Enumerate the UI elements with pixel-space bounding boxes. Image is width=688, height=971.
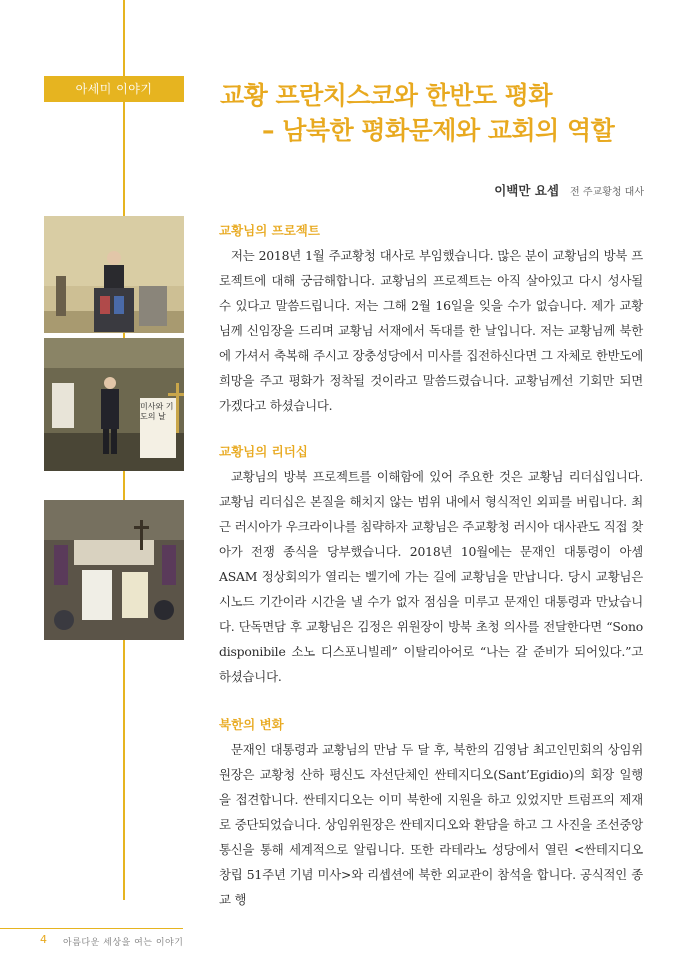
photo-mass (44, 500, 184, 640)
section-paragraph: 교황님의 방북 프로젝트를 이해함에 있어 주요한 것은 교황님 리더십입니다. 교황님 리더십은 본질을 해치지 않는 범위 내에서 형식적인 외피를 버립니다. 최근 러시아가 우크라이나를 침략하자 교황님은 주교황청 러시아 대사관도 직접 찾아가 전쟁 종식을 당부했습니다. 2018년 10월에는 문재인 대통령이 아셈 ASAM 정상회의가 열리는 벨기에 가는 길에 교황님을 만납니다. 당시 교황님은 시노드 기간이라 시간을 낼 수가 없자 점심을 미루고 문재인 대통령과 만났습니다. 단독면담 후 교황님은 김정은 위원장이 방북 초청 의사를 전달한다면 “Sono disponibile 소노 디스포니빌레” 이탈리아어로 “나는 갈 준비가 되어있다.”고 하셨습니다. (219, 469, 643, 684)
section-pope-leadership (219, 442, 643, 689)
section-heading: 북한의 변화 (219, 717, 284, 732)
footer-title: 아름다운 세상을 여는 이야기 (63, 938, 184, 948)
section-badge: 아세미 이야기 (44, 76, 184, 102)
section-paragraph: 저는 2018년 1월 주교황청 대사로 부임했습니다. 많은 분이 교황님의 방북 프로젝트에 대해 궁금해합니다. 교황님의 프로젝트는 아직 살아있고 다시 성사될 수 있다고 말씀드립니다. 저는 그해 2월 16일을 잊을 수가 없습니다. 제가 교황님께 신임장을 드리며 교황님 서재에서 독대를 한 날입니다. 저는 교황님께 북한에 가셔서 축복해 주시고 장충성당에서 미사를 집전하신다면 그 자체로 한반도에 희망을 주고 평화가 정착될 것이라고 말씀드렸습니다. 교황님께선 기회만 되면 가겠다고 하셨습니다. (219, 248, 643, 413)
section-heading: 교황님의 리더십 (219, 444, 308, 459)
section-north-korea-change (219, 715, 643, 912)
photo-sign-text: 미사와 기도의 날 (140, 402, 174, 421)
author-line (494, 180, 644, 199)
author-name: 이백만 요셉 (494, 183, 559, 198)
section-pope-project (219, 221, 643, 418)
photo-speaker-lectern (44, 216, 184, 333)
section-heading: 교황님의 프로젝트 (219, 223, 320, 238)
footer-rule (0, 928, 183, 929)
article-title: 교황 프란치스코와 한반도 평화 (220, 81, 553, 110)
author-role: 전 주교황청 대사 (570, 187, 644, 198)
page-number: 4 (40, 933, 47, 946)
section-paragraph: 문재인 대통령과 교황님의 만남 두 달 후, 북한의 김영남 최고인민회의 상임위원장은 교황청 산하 평신도 자선단체인 싼테지디오(Sant’Egidio)의 회장 일행을 접견합니다. 싼테지디오는 이미 북한에 지원을 하고 있었지만 트럼프의 제재로 중단되었습니다. 상임위원장은 싼테지디오와 환담을 하고 그 사진을 조선중앙통신을 통해 세계적으로 알립니다. 또한 라테라노 성당에서 열린 <싼테지디오 창립 51주년 기념 미사>와 리셉션에 북한 외교관이 참석을 합니다. 공식적인 종교 행 (219, 742, 643, 907)
article-subtitle: – 남북한 평화문제와 교회의 역할 (262, 116, 615, 145)
